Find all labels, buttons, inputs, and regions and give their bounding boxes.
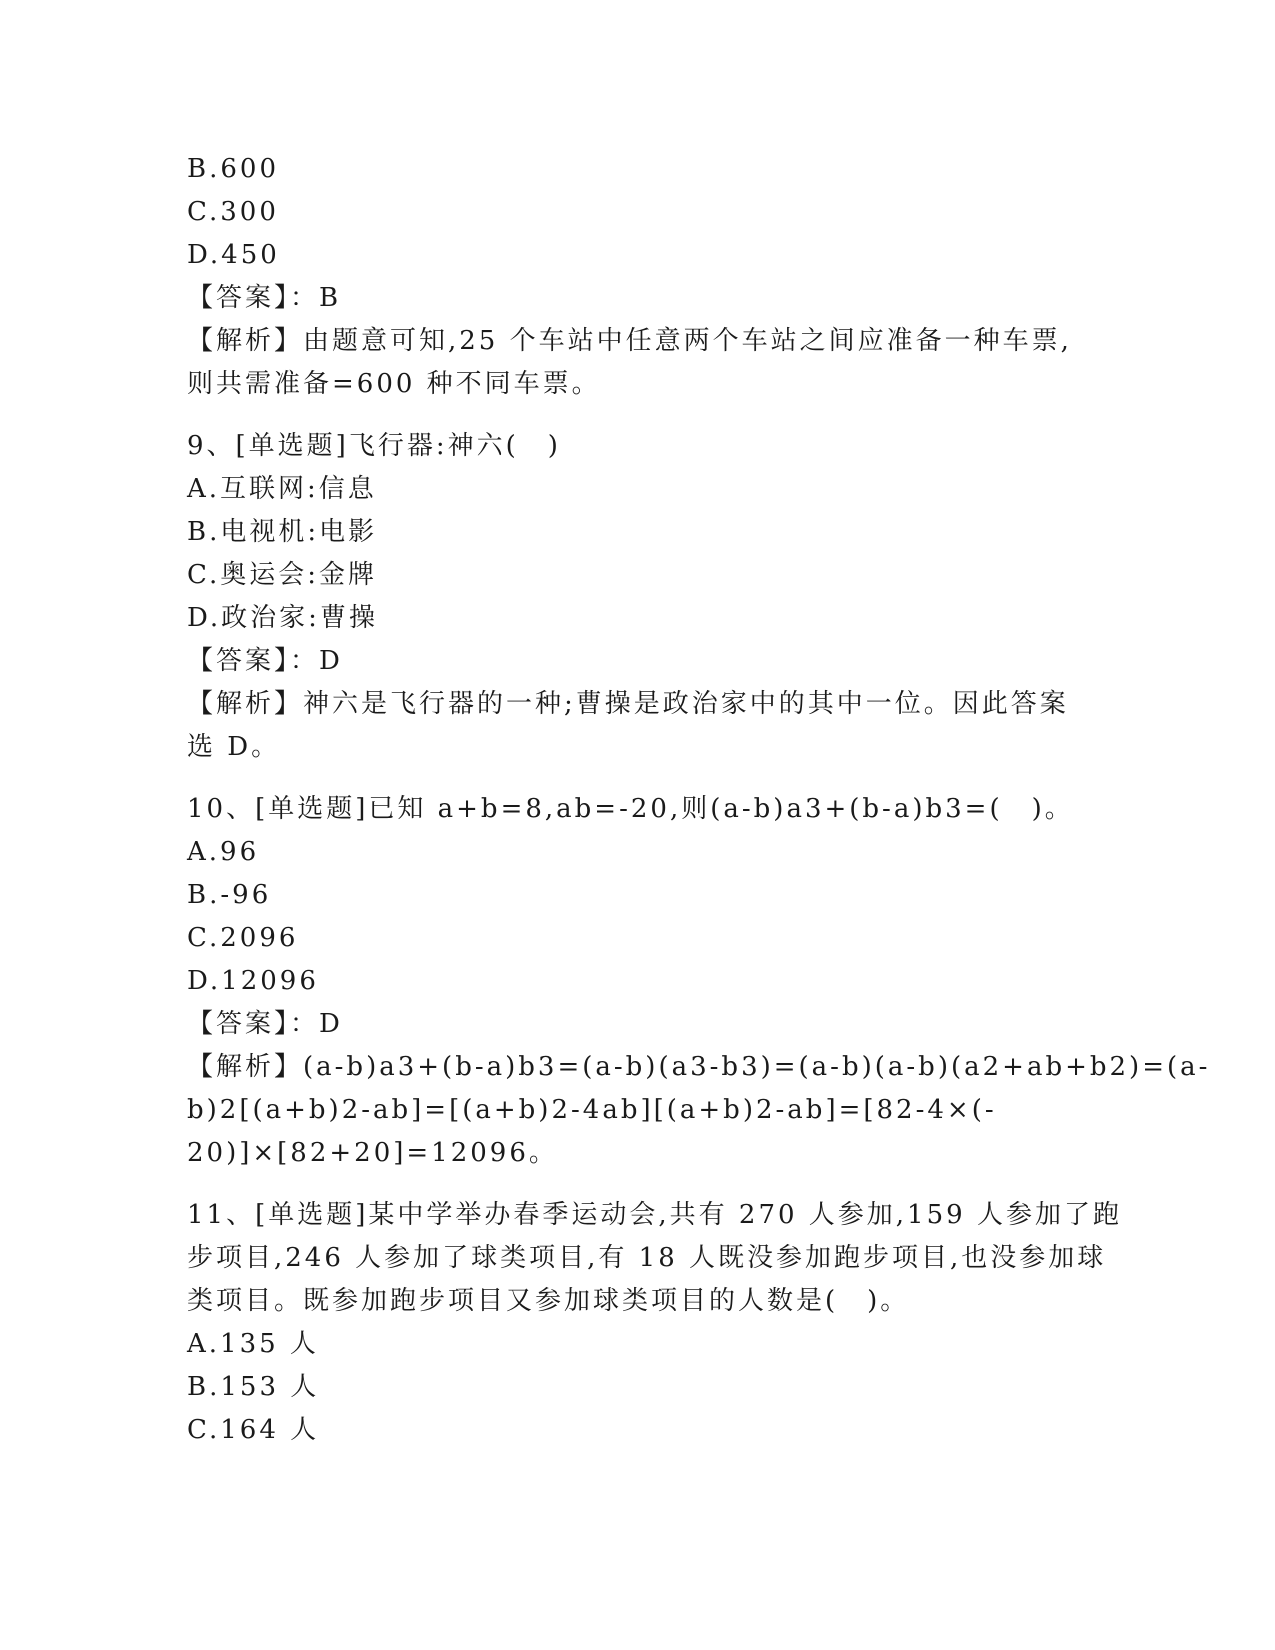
option-c-q9: C.奥运会:金牌 bbox=[187, 560, 377, 590]
option-b-q10: B.-96 bbox=[187, 880, 272, 910]
analysis-q9-line2: 选 D。 bbox=[187, 732, 281, 762]
option-d-q9: D.政治家:曹操 bbox=[187, 603, 378, 633]
option-c-q8: C.300 bbox=[187, 197, 279, 227]
analysis-q10-line2: b)2[(a+b)2-ab]=[(a+b)2-4ab][(a+b)2-ab]=[82-4×(- bbox=[187, 1095, 997, 1125]
question-9: 9、[单选题]飞行器:神六( ) bbox=[187, 431, 561, 461]
analysis-q9-line1: 【解析】神六是飞行器的一种;曹操是政治家中的其中一位。因此答案 bbox=[187, 689, 1069, 719]
answer-q8: 【答案】：B bbox=[187, 283, 342, 313]
analysis-q10-line3: 20)]×[82+20]=12096。 bbox=[187, 1138, 558, 1168]
analysis-q10-line1: 【解析】(a-b)a3+(b-a)b3=(a-b)(a3-b3)=(a-b)(a-b)(a2+ab+b2)=(a- bbox=[187, 1052, 1211, 1082]
question-11-line1: 11、[单选题]某中学举办春季运动会,共有 270 人参加,159 人参加了跑 bbox=[187, 1200, 1122, 1230]
option-a-q9: A.互联网:信息 bbox=[187, 474, 377, 504]
option-a-q11: A.135 人 bbox=[187, 1329, 319, 1359]
option-b-q9: B.电视机:电影 bbox=[187, 517, 378, 547]
option-d-q8: D.450 bbox=[187, 240, 280, 270]
answer-q10: 【答案】：D bbox=[187, 1009, 343, 1039]
option-c-q11: C.164 人 bbox=[187, 1415, 320, 1445]
question-11-line2: 步项目,246 人参加了球类项目,有 18 人既没参加跑步项目,也没参加球 bbox=[187, 1243, 1107, 1273]
question-11-line3: 类项目。既参加跑步项目又参加球类项目的人数是( )。 bbox=[187, 1286, 910, 1316]
analysis-q8-line2: 则共需准备=600 种不同车票。 bbox=[187, 369, 601, 399]
question-10: 10、[单选题]已知 a+b=8,ab=-20,则(a-b)a3+(b-a)b3=( )。 bbox=[187, 794, 1074, 824]
option-b-q8: B.600 bbox=[187, 154, 279, 184]
option-c-q10: C.2096 bbox=[187, 923, 299, 953]
option-d-q10: D.12096 bbox=[187, 966, 319, 996]
option-a-q10: A.96 bbox=[187, 837, 260, 867]
answer-q9: 【答案】：D bbox=[187, 646, 343, 676]
option-b-q11: B.153 人 bbox=[187, 1372, 320, 1402]
analysis-q8-line1: 【解析】由题意可知,25 个车站中任意两个车站之间应准备一种车票, bbox=[187, 326, 1072, 356]
